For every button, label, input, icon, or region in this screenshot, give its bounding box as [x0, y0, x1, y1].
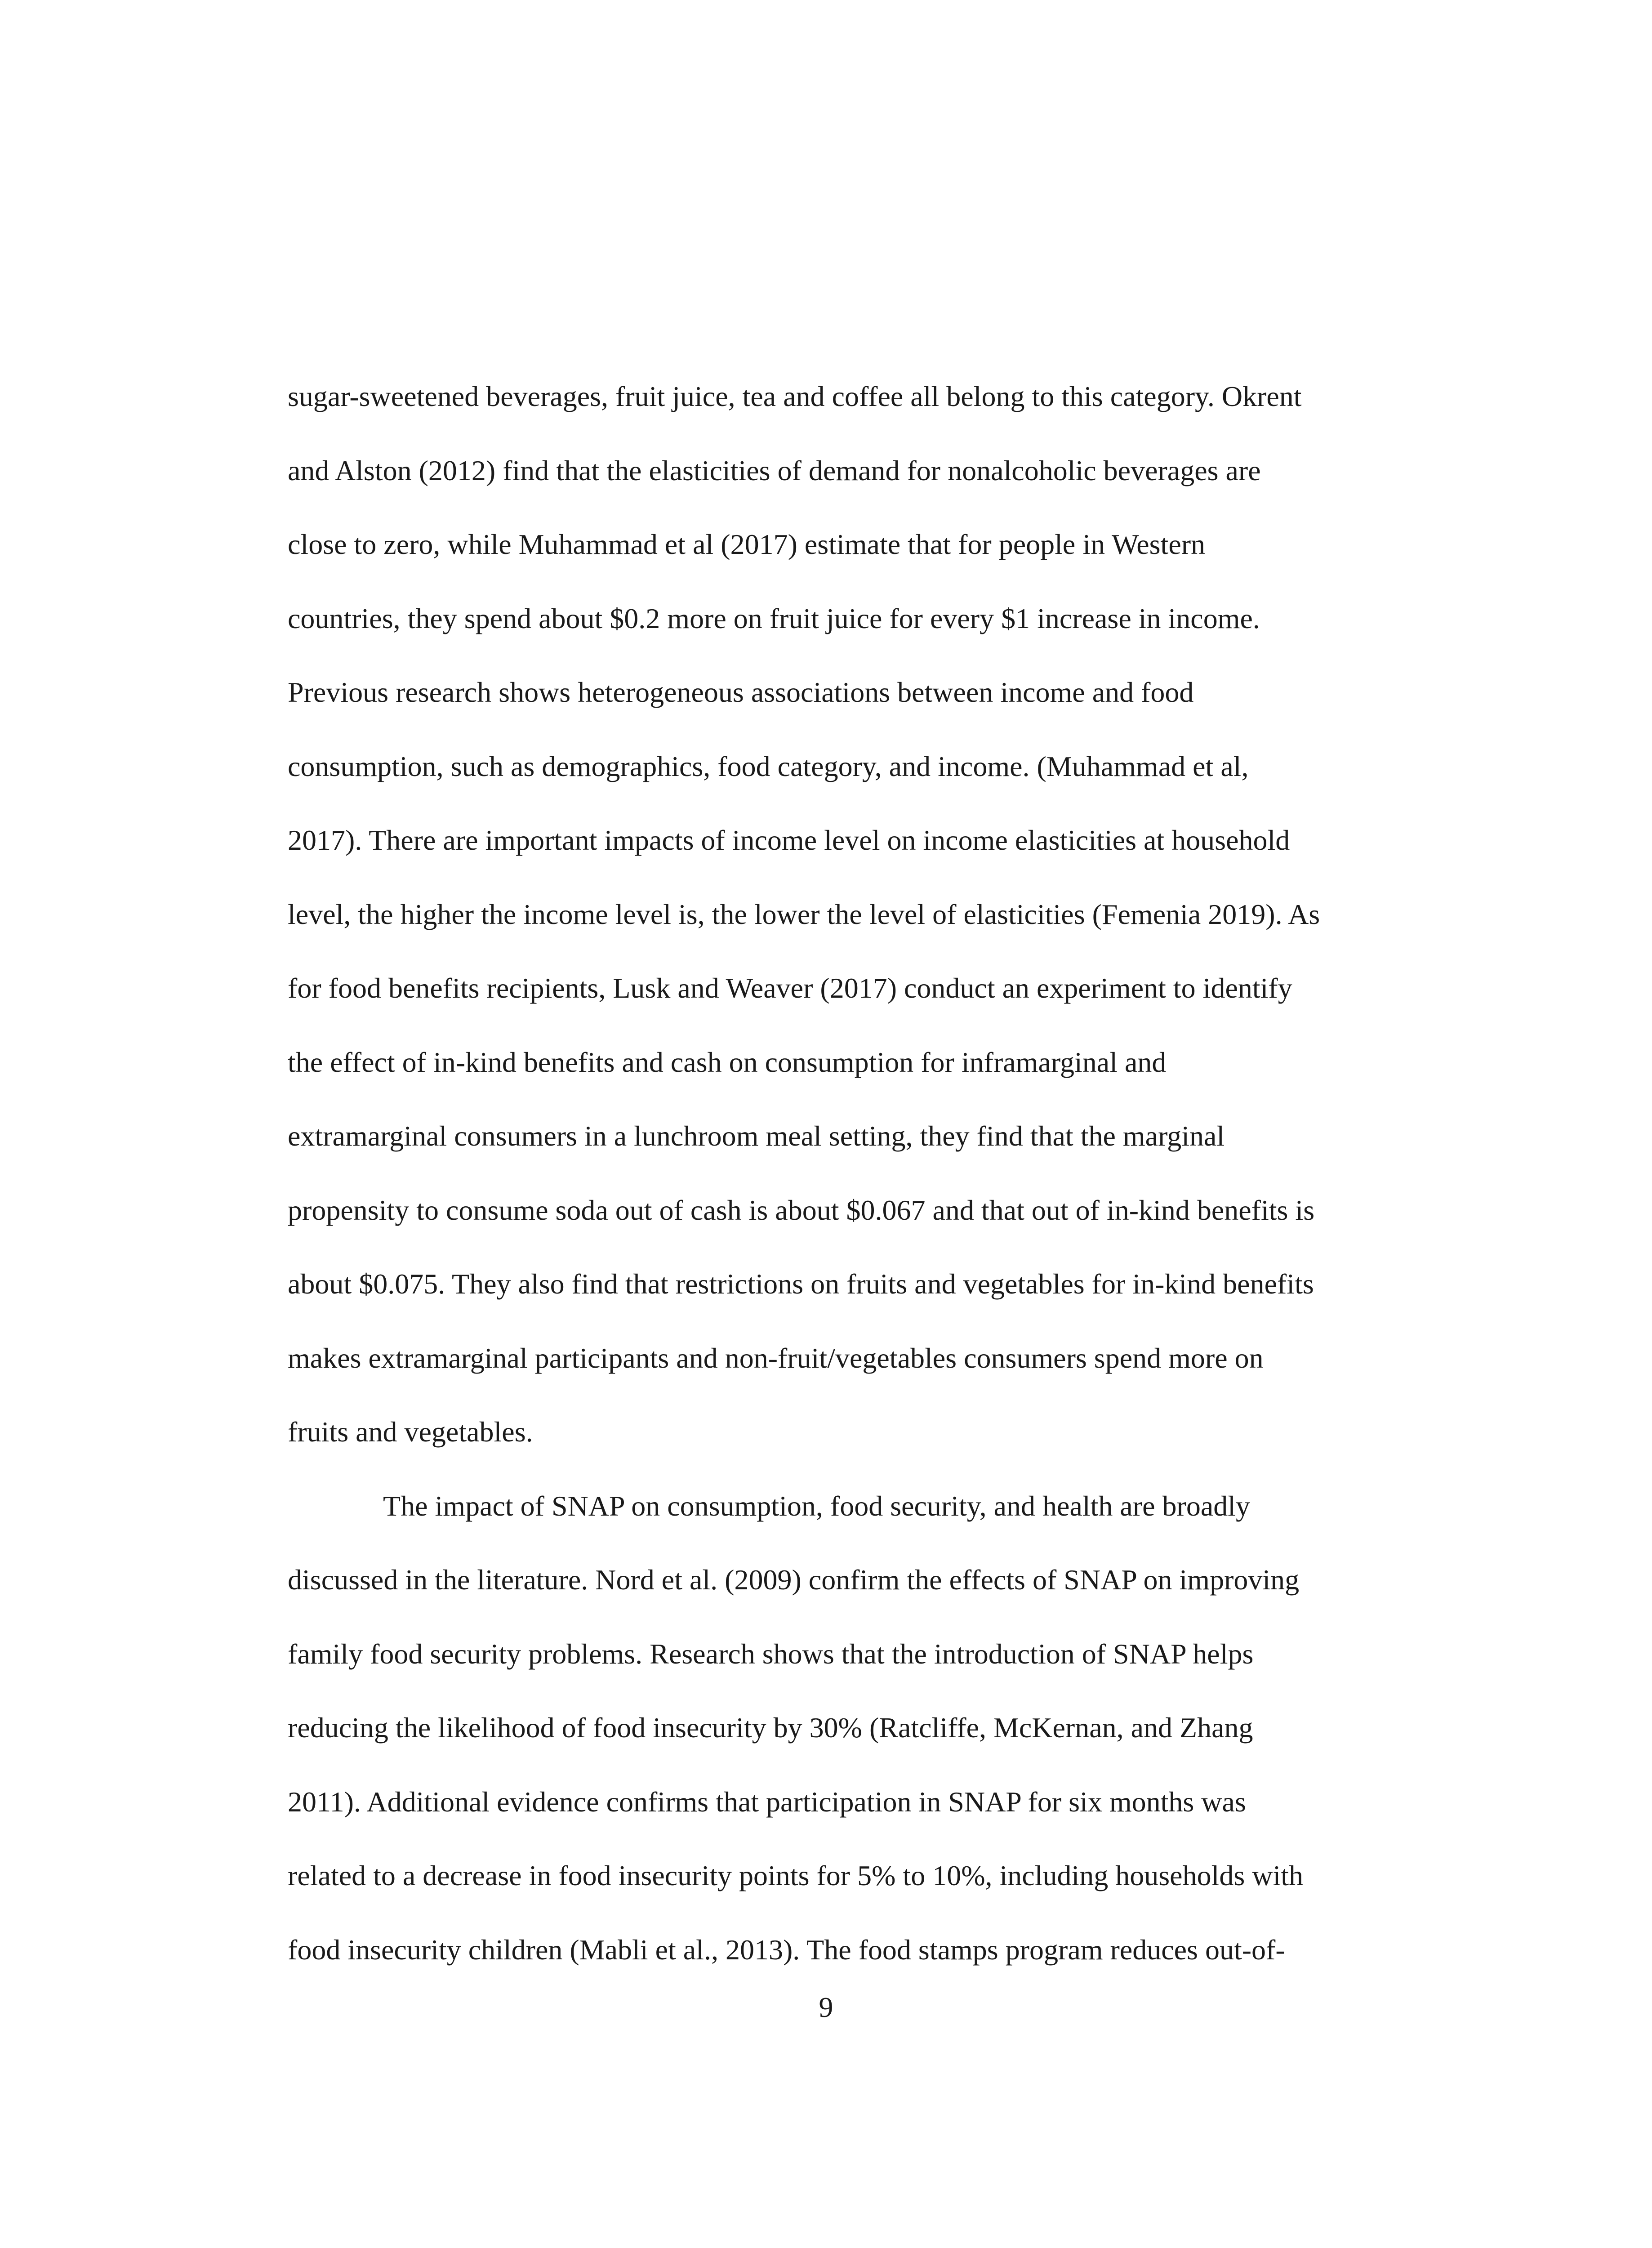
body-text: [288, 360, 1438, 1987]
text-line: food insecurity children (Mabli et al., 2013). The food stamps program reduces out-of-: [288, 1933, 1285, 1966]
text-line: Previous research shows heterogeneous associations between income and food: [288, 676, 1194, 708]
text-line: about $0.075. They also find that restrictions on fruits and vegetables for in-kind benefits: [288, 1268, 1314, 1300]
page-number: 9: [819, 1991, 833, 2023]
text-line: sugar-sweetened beverages, fruit juice, tea and coffee all belong to this category. Okrent: [288, 380, 1302, 412]
text-line: family food security problems. Research shows that the introduction of SNAP helps: [288, 1637, 1254, 1670]
text-line: discussed in the literature. Nord et al. (2009) confirm the effects of SNAP on improving: [288, 1564, 1300, 1596]
text-line: countries, they spend about $0.2 more on fruit juice for every $1 increase in income.: [288, 602, 1260, 634]
paragraph-first-line: The impact of SNAP on consumption, food security, and health are broadly: [383, 1490, 1251, 1522]
text-line: extramarginal consumers in a lunchroom meal setting, they find that the marginal: [288, 1120, 1225, 1152]
text-line: close to zero, while Muhammad et al (2017) estimate that for people in Western: [288, 528, 1206, 560]
text-line: propensity to consume soda out of cash is about $0.067 and that out of in-kind benefits is: [288, 1194, 1315, 1226]
text-line: 2011). Additional evidence confirms that participation in SNAP for six months was: [288, 1785, 1246, 1818]
text-line: makes extramarginal participants and non-fruit/vegetables consumers spend more on: [288, 1342, 1264, 1374]
text-line: fruits and vegetables.: [288, 1416, 533, 1448]
text-line: and Alston (2012) find that the elasticities of demand for nonalcoholic beverages are: [288, 454, 1261, 486]
text-line: 2017). There are important impacts of income level on income elasticities at household: [288, 824, 1290, 856]
text-line: reducing the likelihood of food insecurity by 30% (Ratcliffe, McKernan, and Zhang: [288, 1712, 1253, 1744]
text-line: consumption, such as demographics, food category, and income. (Muhammad et al,: [288, 750, 1249, 782]
text-line: related to a decrease in food insecurity points for 5% to 10%, including households with: [288, 1860, 1304, 1891]
text-line: level, the higher the income level is, the lower the level of elasticities (Femenia 2019). As: [288, 898, 1320, 930]
text-line: for food benefits recipients, Lusk and Weaver (2017) conduct an experiment to identify: [288, 972, 1292, 1004]
text-line: the effect of in-kind benefits and cash on consumption for inframarginal and: [288, 1046, 1167, 1078]
